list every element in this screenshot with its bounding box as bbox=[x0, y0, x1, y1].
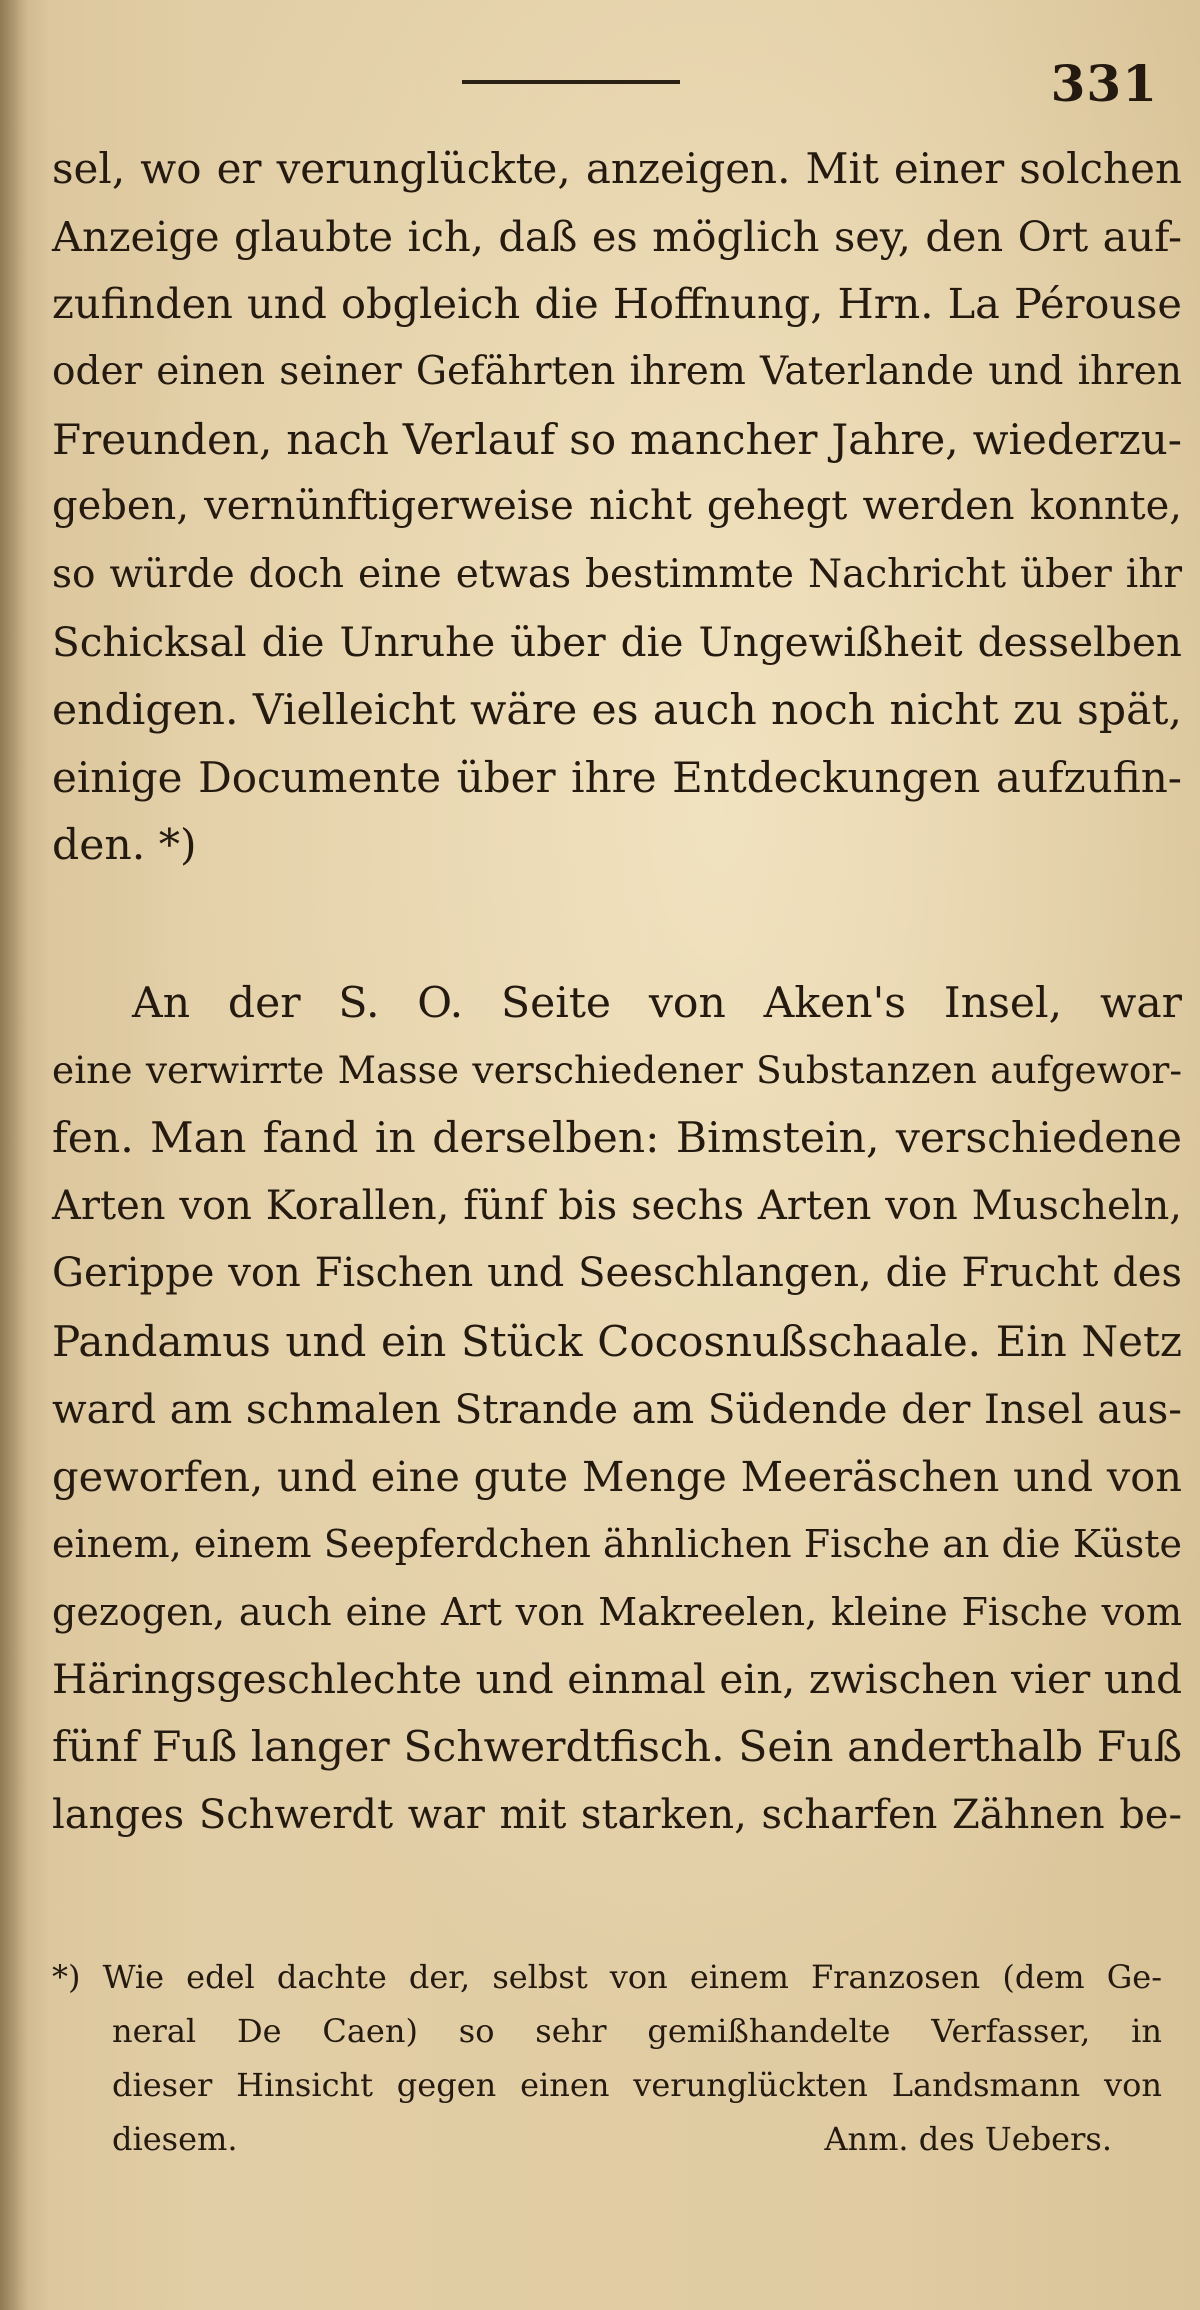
text-line: Freunden, nach Verlauf so mancher Jahre, wiederzu- bbox=[52, 414, 1182, 464]
text-line: Gerippe von Fischen und Seeschlangen, die Frucht des bbox=[52, 1250, 1182, 1297]
text-line: Schicksal die Unruhe über die Ungewißheit desselben bbox=[52, 617, 1182, 666]
footnote-attribution: Anm. des Uebers. bbox=[824, 2120, 1112, 2158]
text-line: einige Documente über ihre Entdeckungen aufzufin- bbox=[52, 753, 1182, 803]
header-rule bbox=[462, 80, 680, 84]
text-line: ward am schmalen Strande am Südende der Insel aus- bbox=[52, 1384, 1182, 1433]
paragraph-gap bbox=[52, 880, 1182, 970]
paragraph-1 bbox=[52, 135, 1182, 880]
text-line: geben, vernünftigerweise nicht gehegt werden konnte, bbox=[52, 483, 1182, 530]
text-line: einem, einem Seepferdchen ähnlichen Fische an die Küste bbox=[52, 1522, 1182, 1567]
footnote-line: diesem. bbox=[112, 2120, 238, 2158]
text-line: fen. Man fand in derselben: Bimstein, verschiedene bbox=[52, 1113, 1182, 1163]
gutter-shadow bbox=[0, 0, 28, 2310]
footnote-line: neral De Caen) so sehr gemißhandelte Verfasser, in bbox=[112, 2012, 1162, 2050]
text-line: zufinden und obgleich die Hoffnung, Hrn. La Pérouse bbox=[52, 279, 1182, 329]
text-line: An der S. O. Seite von Aken's Insel, war bbox=[132, 978, 1182, 1028]
text-line: endigen. Vielleicht wäre es auch noch nicht zu spät, bbox=[52, 685, 1182, 735]
text-line: geworfen, und eine gute Menge Meeräschen und von bbox=[52, 1452, 1182, 1502]
text-line: oder einen seiner Gefährten ihrem Vaterlande und ihren bbox=[52, 349, 1182, 395]
paragraph-2 bbox=[52, 970, 1182, 1850]
text-line: Häringsgeschlechte und einmal ein, zwischen vier und bbox=[52, 1655, 1182, 1704]
text-line: Arten von Korallen, fünf bis sechs Arten von Muscheln, bbox=[52, 1182, 1182, 1229]
text-line: sel, wo er verunglückte, anzeigen. Mit einer solchen bbox=[52, 144, 1182, 193]
text-line: so würde doch eine etwas bestimmte Nachricht über ihr bbox=[52, 552, 1182, 598]
footnote bbox=[52, 1950, 1162, 2166]
text-line: den. *) bbox=[52, 820, 197, 870]
footnote-last-line bbox=[52, 2112, 1162, 2166]
text-line: Anzeige glaubte ich, daß es möglich sey, den Ort auf- bbox=[52, 211, 1182, 261]
page-number: 331 bbox=[1050, 54, 1158, 113]
text-line: langes Schwerdt war mit starken, scharfen Zähnen be- bbox=[52, 1791, 1182, 1838]
footnote-line: dieser Hinsicht gegen einen verunglückten Landsmann von bbox=[112, 2066, 1162, 2104]
text-line: fünf Fuß langer Schwerdtfisch. Sein anderthalb Fuß bbox=[52, 1723, 1182, 1773]
text-line: eine verwirrte Masse verschiedener Substanzen aufgewor- bbox=[52, 1048, 1182, 1093]
text-line: gezogen, auch eine Art von Makreelen, kleine Fische vom bbox=[52, 1589, 1182, 1634]
body-text bbox=[52, 135, 1182, 1850]
footnote-line: *) Wie edel dachte der, selbst von einem Franzosen (dem Ge- bbox=[52, 1958, 1162, 1996]
text-line: Pandamus und ein Stück Cocosnußschaale. Ein Netz bbox=[52, 1317, 1182, 1366]
